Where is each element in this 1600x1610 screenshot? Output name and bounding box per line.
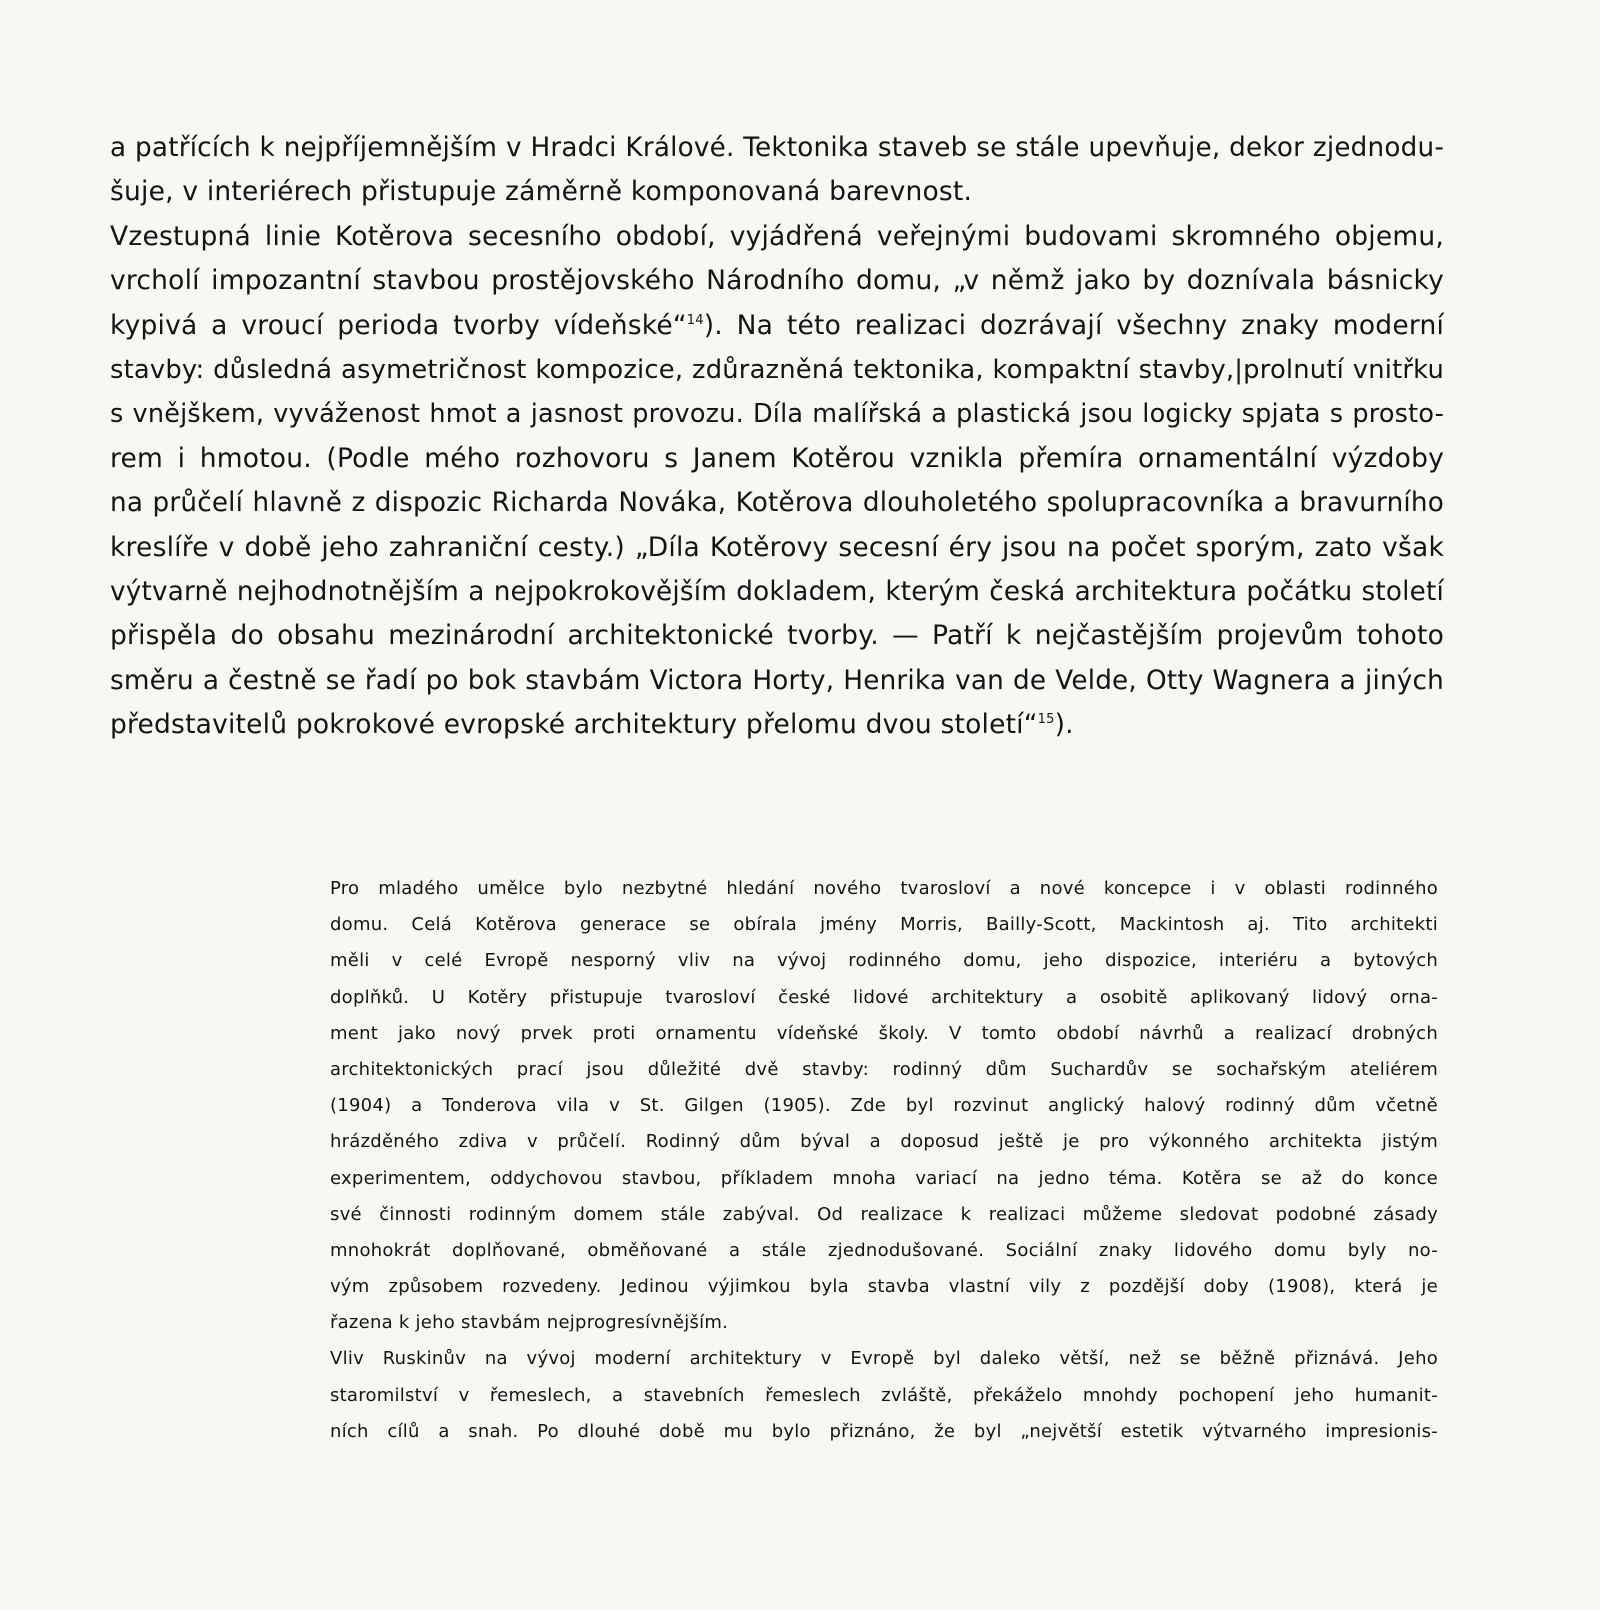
secondary-line: doplňků. U Kotěry přistupuje tvarosloví české lidové architektury a osobitě aplikovaný lidový orna- — [330, 986, 1438, 1008]
main-line-text: ). Na této realizaci dozrávají všechny znaky moderní — [703, 309, 1445, 341]
main-line-with-footnote — [110, 703, 1444, 747]
secondary-line: své činnosti rodinným domem stále zabýval. Od realizace k realizaci můžeme sledovat podobné zásady — [330, 1203, 1438, 1225]
secondary-line: vým způsobem rozvedeny. Jedinou výjimkou byla stavba vlastní vily z pozdější doby (1908), která je — [330, 1276, 1438, 1298]
secondary-line: hrázděného zdiva v průčelí. Rodinný dům býval a doposud ještě je pro výkonného architekta jistým — [330, 1131, 1438, 1153]
secondary-paragraph — [330, 871, 1438, 1450]
main-line: směru a čestně se řadí po bok stavbám Victora Horty, Henrika van de Velde, Otty Wagnera a jiných — [110, 665, 1444, 696]
secondary-line: ment jako nový prvek proti ornamentu vídeňské školy. V tomto období návrhů a realizací drobných — [330, 1022, 1438, 1044]
main-line-text: ). — [1054, 709, 1074, 741]
main-line: přispěla do obsahu mezinárodní architektonické tvorby. — Patří k nejčastějším projevům tohoto — [110, 620, 1444, 652]
main-line: kreslíře v době jeho zahraniční cesty.) „Díla Kotěrovy secesní éry jsou na počet sporým, zato však — [110, 531, 1444, 563]
main-line: šuje, v interiérech přistupuje záměrně komponovaná barevnost. — [110, 176, 973, 208]
secondary-line: experimentem, oddychovou stavbou, příkladem mnoha variací na jedno téma. Kotěra se až do konce — [330, 1167, 1438, 1189]
main-line: výtvarně nejhodnotnějším a nejpokrokovějším dokladem, kterým česká architektura počátku století — [110, 576, 1444, 607]
secondary-line: měli v celé Evropě nesporný vliv na vývoj rodinného domu, jeho dispozice, interiéru a bytových — [330, 950, 1438, 972]
secondary-line: architektonických prací jsou důležité dvě stavby: rodinný dům Suchardův se sochařským ateliérem — [330, 1058, 1438, 1080]
secondary-line: (1904) a Tonderova vila v St. Gilgen (1905). Zde byl rozvinut anglický halový rodinný dům včetně — [330, 1095, 1438, 1117]
secondary-line: mnohokrát doplňované, obměňované a stále zjednodušované. Sociální znaky lidového domu byly no- — [330, 1239, 1438, 1261]
main-line: vrcholí impozantní stavbou prostějovského Národního domu, „v němž jako by doznívala básnicky — [110, 265, 1444, 297]
secondary-line: domu. Celá Kotěrova generace se obírala jmény Morris, Bailly-Scott, Mackintosh aj. Tito architekti — [330, 914, 1438, 936]
main-line: rem i hmotou. (Podle mého rozhovoru s Janem Kotěrou vznikla přemíra ornamentální výzdoby — [110, 442, 1444, 474]
secondary-line: Pro mladého umělce bylo nezbytné hledání nového tvarosloví a nové koncepce i v oblasti rodinného — [330, 878, 1438, 899]
main-line: Vzestupná linie Kotěrova secesního období, vyjádřená veřejnými budovami skromného objemu, — [110, 220, 1444, 252]
secondary-line: řazena k jeho stavbám nejprogresívnějším. — [330, 1312, 729, 1334]
main-line-with-footnote — [110, 304, 1444, 348]
main-line-text: představitelů pokrokové evropské architektury přelomu dvou století“ — [110, 709, 1038, 741]
main-line: stavby: důsledná asymetričnost kompozice, zdůrazněná tektonika, kompaktní stavby,|prolnutí vnitřku — [110, 354, 1444, 385]
main-line: a patřících k nejpříjemnějším v Hradci Králové. Tektonika staveb se stále upevňuje, dekor zjednodu- — [110, 133, 1444, 163]
main-line: s vnějškem, vyváženost hmot a jasnost provozu. Díla malířská a plastická jsou logicky spjata s prosto- — [110, 399, 1444, 430]
secondary-line: Vliv Ruskinův na vývoj moderní architektury v Evropě byl daleko větší, než se běžně přiznává. Jeho — [330, 1348, 1438, 1370]
secondary-line: staromilství v řemeslech, a stavebních řemeslech zvláště, překáželo mnohdy pochopení jeho humanit- — [330, 1384, 1438, 1406]
main-line-text: kypivá a vroucí perioda tvorby vídeňské“ — [110, 309, 687, 341]
main-line: na průčelí hlavně z dispozic Richarda Nováka, Kotěrova dlouholetého spolupracovníka a bravurního — [110, 488, 1444, 519]
footnote-marker: 14 — [686, 312, 704, 328]
main-paragraph — [110, 126, 1444, 747]
secondary-line: ních cílů a snah. Po dlouhé době mu bylo přiznáno, že byl „největší estetik výtvarného impresionis- — [330, 1420, 1438, 1442]
footnote-marker: 15 — [1037, 712, 1055, 728]
